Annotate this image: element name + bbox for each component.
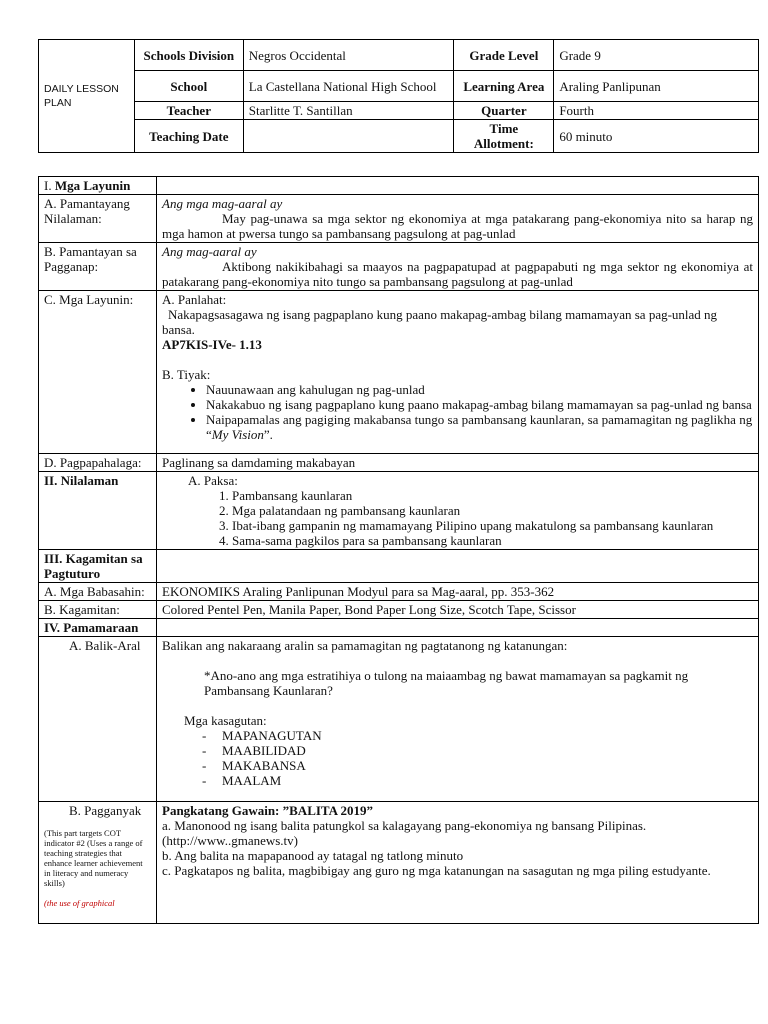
kasagutan-list: [162, 728, 753, 788]
mga-layunin-cell: [157, 291, 759, 454]
quarter-label: Quarter: [454, 102, 554, 120]
school-label: School: [134, 71, 243, 102]
section-3-title: III. Kagamitan sa Pagtuturo: [39, 550, 157, 583]
schools-division-label: Schools Division: [134, 40, 243, 71]
cot-indicator-note: (This part targets COT indicator #2 (Uses a range of teaching strategies that enhance learner achievement in literacy and numeracy skills): [44, 828, 143, 888]
pamantayan-pagganap-text: Aktibong nakikibahagi sa maayos na pagpapatupad at pagpapabuti ng mga sektor ng ekonomiya at patakarang pang-ekonomiya nito tungo sa pambansang pagsulong at pag-unlad: [162, 259, 753, 289]
kasagutan-item-1: - MAPANAGUTAN: [222, 728, 753, 743]
tiyak-label: B. Tiyak:: [162, 367, 211, 382]
schools-division-value: Negros Occidental: [243, 40, 454, 71]
pamantayan-pagganap-cell: [157, 243, 759, 291]
balik-aral-question: *Ano-ano ang mga estratihiya o tulong na maiaambag ng bawat mamamayan sa pagkamit ng Pambansang Kaunlaran?: [204, 668, 689, 698]
pamantayang-nilalaman-label: A. Pamantayang Nilalaman:: [39, 195, 157, 243]
panlahat-text: Nakapagsasagawa ng isang pagpaplano kung paano makapag-ambag bilang mamamayan sa pag-unlad ng bansa.: [162, 307, 718, 337]
paksa-item-4: 4. Sama-sama pagkilos para sa pambansang kaunlaran: [232, 533, 753, 548]
competency-code: AP7KIS-IVe- 1.13: [162, 337, 262, 352]
time-allotment-label: Time Allotment:: [454, 120, 554, 153]
section-4-empty: [157, 619, 759, 637]
balik-aral-label: A. Balik-Aral: [39, 637, 157, 802]
section-2-title: II. Nilalaman: [39, 472, 157, 550]
teacher-label: Teacher: [134, 102, 243, 120]
kasagutan-label: Mga kasagutan:: [184, 713, 267, 728]
quarter-value: Fourth: [554, 102, 759, 120]
babasahin-label: A. Mga Babasahin:: [39, 583, 157, 601]
tiyak-item-3-text: Naipapamalas ang pagiging makabansa tungo sa pambansang kaunlaran, sa pamamagitan ng paglikha ng “: [206, 412, 753, 442]
section-1-title: Mga Layunin: [54, 178, 131, 193]
learning-area-label: Learning Area: [454, 71, 554, 102]
daily-lesson-plan-label: DAILY LESSON PLAN: [39, 40, 135, 153]
kagamitan-text: Colored Pentel Pen, Manila Paper, Bond Paper Long Size, Scotch Tape, Scissor: [157, 601, 759, 619]
pagganyak-step-a: a. Manonood ng isang balita patungkol sa kalagayang pang-ekonomiya ng bansang Pilipinas. (http://www..gmanews.tv): [162, 818, 647, 848]
paksa-item-1: 1. Pambansang kaunlaran: [232, 488, 753, 503]
tiyak-item-3: [206, 412, 753, 442]
pamantayang-nilalaman-cell: [157, 195, 759, 243]
kasagutan-item-3: - MAKABANSA: [222, 758, 753, 773]
panlahat-label: A. Panlahat:: [162, 292, 227, 307]
kasagutan-item-2: - MAABILIDAD: [222, 743, 753, 758]
pamantayang-nilalaman-text: May pag-unawa sa mga sektor ng ekonomiya at mga patakarang pang-ekonomiya nito sa harap ng mga hamon at pwersa tungo sa pambansang pagsulong at pag-unlad: [162, 211, 753, 241]
tiyak-list: [162, 382, 753, 442]
grade-level-value: Grade 9: [554, 40, 759, 71]
pamantayang-nilalaman-intro: Ang mga mag-aaral ay: [162, 196, 283, 211]
time-allotment-value: 60 minuto: [554, 120, 759, 153]
tiyak-item-1: • Nauunawaan ang kahulugan ng pag-unlad: [206, 382, 753, 397]
section-1-heading: [39, 177, 157, 195]
graphical-note: (the use of graphical: [44, 898, 115, 908]
pamantayan-pagganap-label: B. Pamantayan sa Pagganap:: [39, 243, 157, 291]
paksa-item-3: 3. Ibat-ibang gampanin ng mamamayang Pilipino upang makatulong sa pambansang kaunlaran: [232, 518, 753, 533]
pagpapahalaga-label: D. Pagpapahalaga:: [39, 454, 157, 472]
nilalaman-cell: [157, 472, 759, 550]
kasagutan-item-4: - MAALAM: [222, 773, 753, 788]
grade-level-label: Grade Level: [454, 40, 554, 71]
section-4-title: IV. Pamamaraan: [39, 619, 157, 637]
school-value: La Castellana National High School: [243, 71, 454, 102]
pagganyak-cell: [157, 802, 759, 924]
teaching-date-value: [243, 120, 454, 153]
section-1-roman: I.: [44, 178, 52, 193]
balik-aral-cell: [157, 637, 759, 802]
pangkatang-gawain-title: Pangkatang Gawain: ”BALITA 2019”: [162, 803, 374, 818]
pagganyak-step-c: c. Pagkatapos ng balita, magbibigay ang guro ng mga katanungan na sasagutan ng mga piling estudyante.: [162, 863, 711, 878]
balik-aral-intro: Balikan ang nakaraang aralin sa pamamagitan ng pagtatanong ng katanungan:: [162, 638, 568, 653]
lesson-header-table: [38, 39, 759, 153]
paksa-item-2: 2. Mga palatandaan ng pambansang kaunlaran: [232, 503, 753, 518]
babasahin-text: EKONOMIKS Araling Panlipunan Modyul para sa Mag-aaral, pp. 353-362: [157, 583, 759, 601]
tiyak-item-2: • Nakakabuo ng isang pagpaplano kung paano makapag-ambag bilang mamamayan sa pag-unlad ng bansa: [206, 397, 753, 412]
lesson-body-table: [38, 176, 759, 924]
teacher-value: Starlitte T. Santillan: [243, 102, 454, 120]
pagganyak-label: B. Pagganyak: [69, 803, 142, 818]
mga-layunin-label: C. Mga Layunin:: [39, 291, 157, 454]
tiyak-item-3-end: ”.: [263, 427, 273, 442]
teaching-date-label: Teaching Date: [134, 120, 243, 153]
my-vision-text: My Vision: [211, 427, 264, 442]
section-3-empty: [157, 550, 759, 583]
section-1-empty: [157, 177, 759, 195]
paksa-list: [162, 488, 753, 548]
pagpapahalaga-text: Paglinang sa damdaming makabayan: [157, 454, 759, 472]
kagamitan-label: B. Kagamitan:: [39, 601, 157, 619]
pagganyak-step-b: b. Ang balita na mapapanood ay tatagal ng tatlong minuto: [162, 848, 464, 863]
pagganyak-cell-label: [39, 802, 157, 924]
learning-area-value: Araling Panlipunan: [554, 71, 759, 102]
paksa-label: A. Paksa:: [188, 473, 238, 488]
pamantayan-pagganap-intro: Ang mag-aaral ay: [162, 244, 257, 259]
